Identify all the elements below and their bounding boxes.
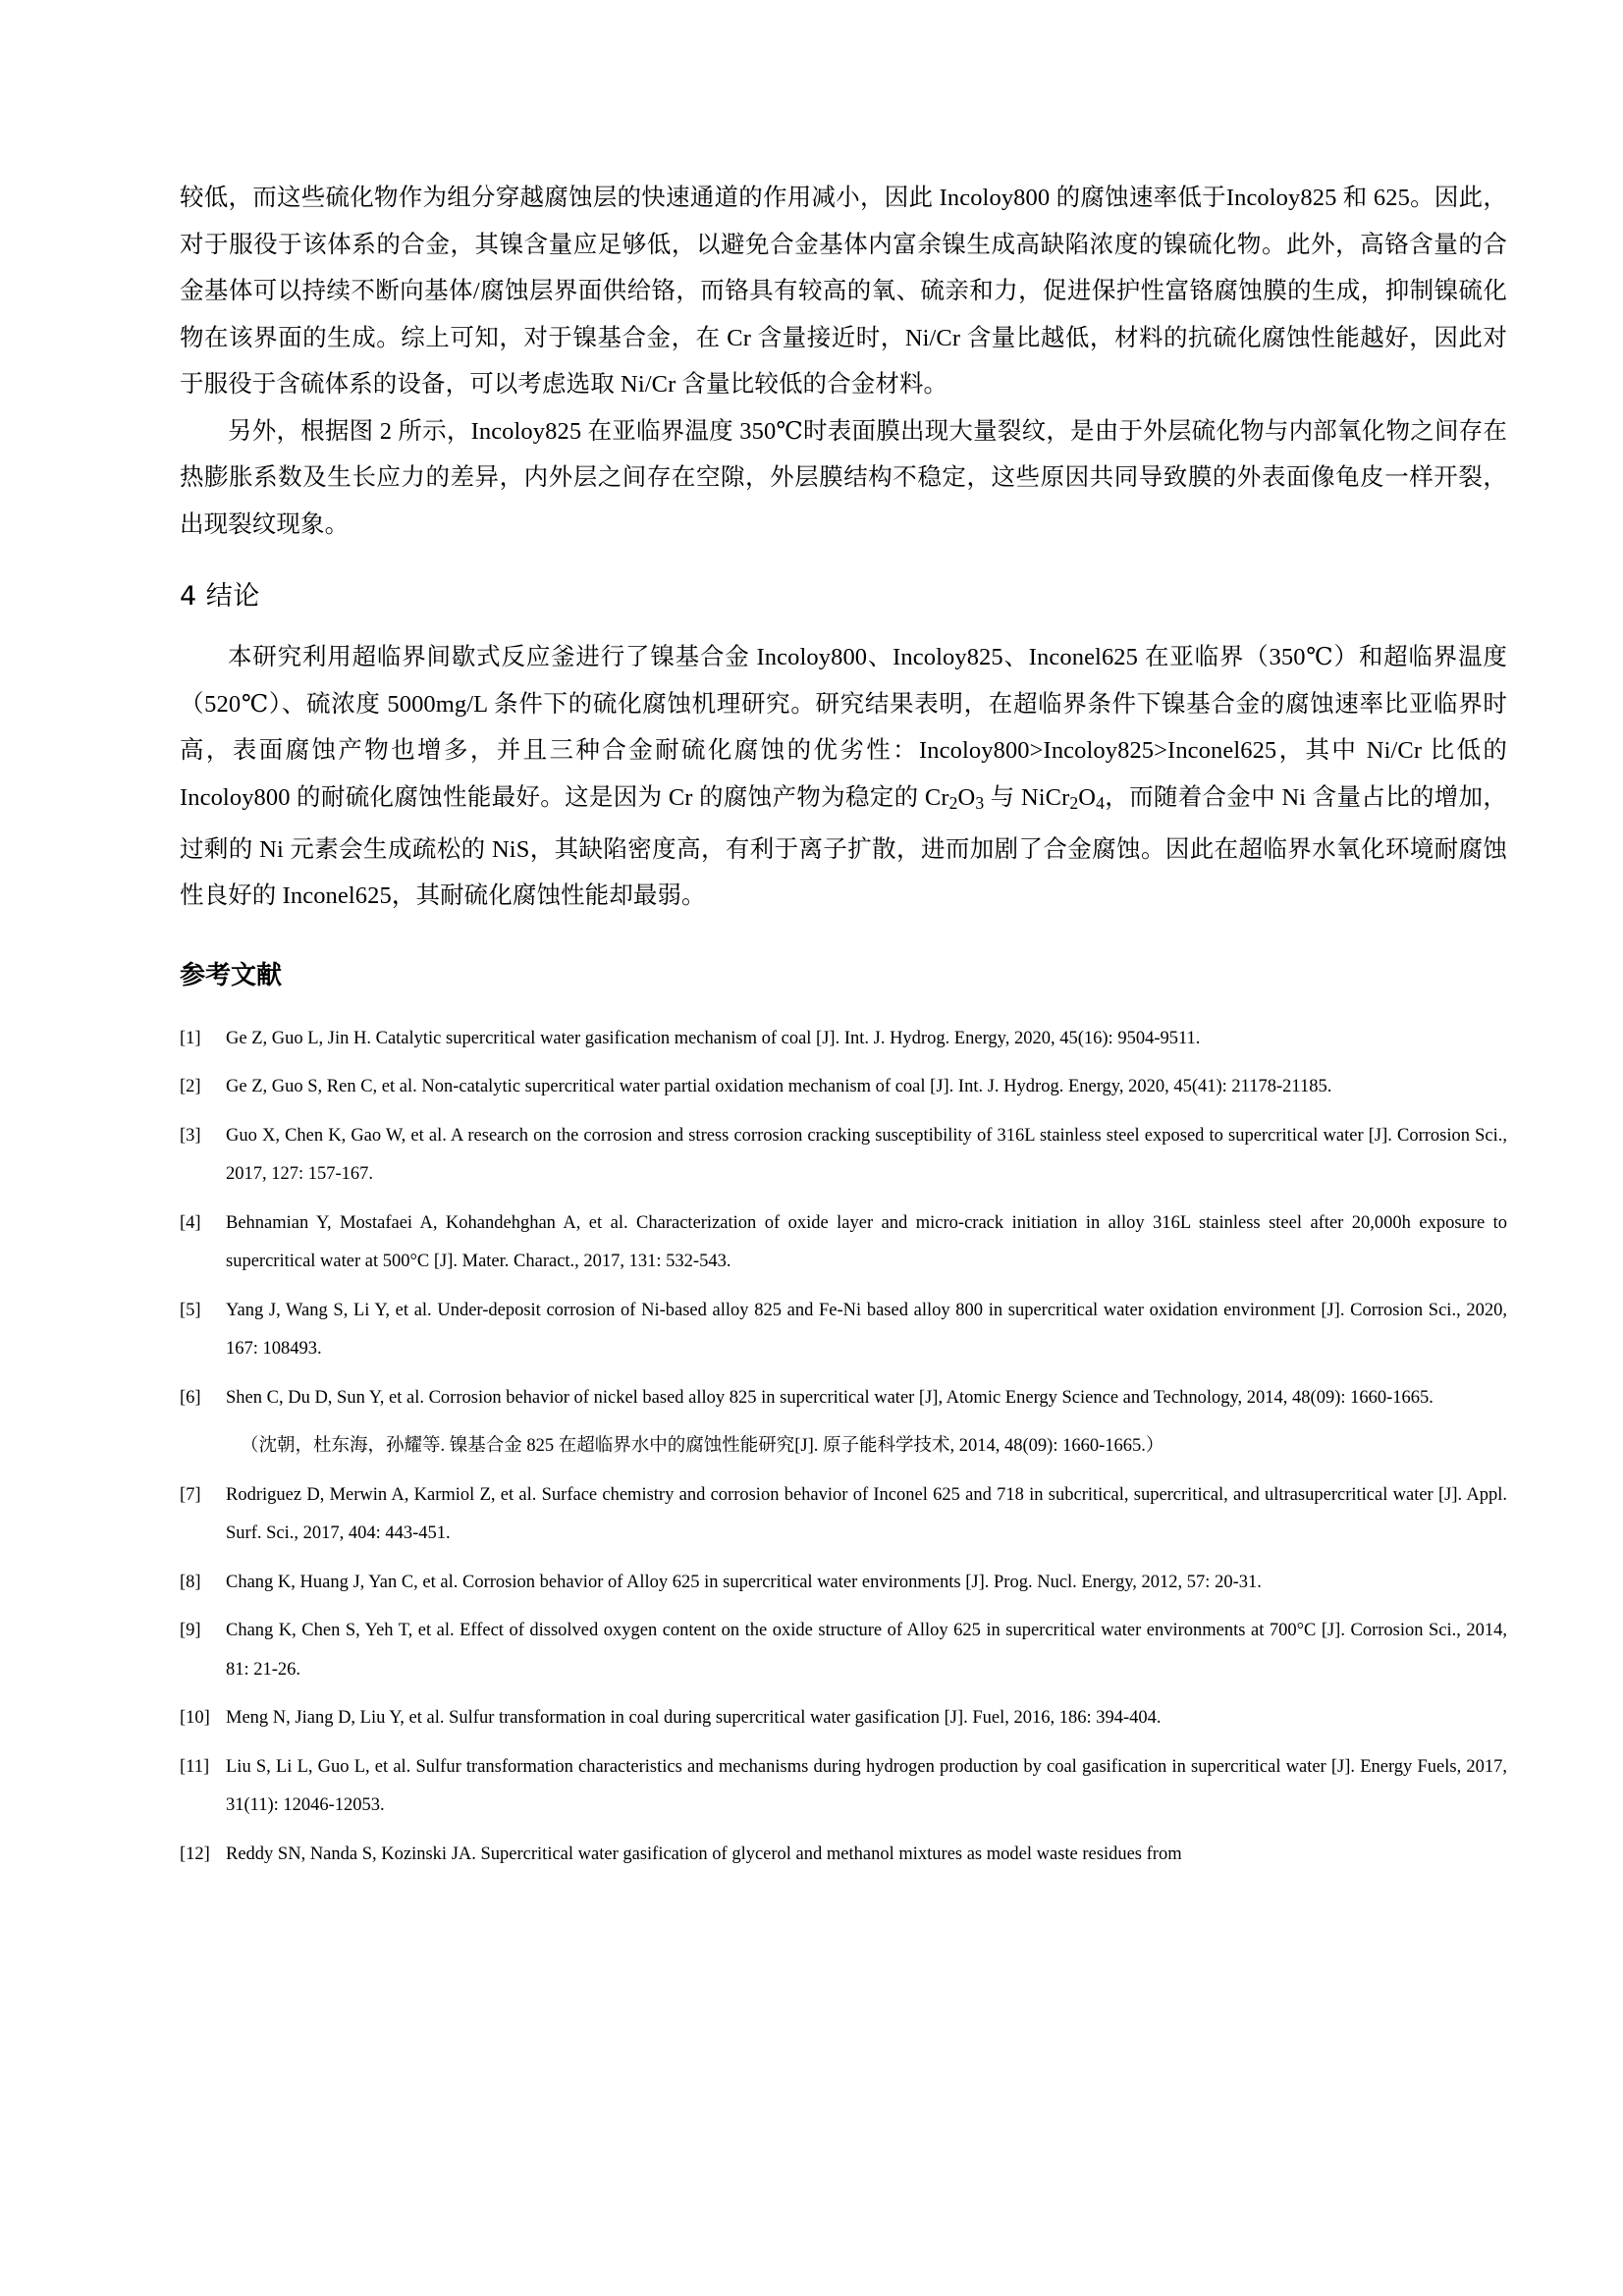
formula-cr2o3-sub2: 3 xyxy=(975,792,985,813)
paragraph-figure2-discussion: 另外，根据图 2 所示，Incoloy825 在亚临界温度 350℃时表面膜出现大量裂纹，是由于外层硫化物与内部氧化物之间存在热膨胀系数及生长应力的差异，内外层之间存在空隙，外层膜结构不稳定，这些原因共同导致膜的外表面像龟皮一样开裂，出现裂纹现象。 xyxy=(180,417,1507,538)
conclusion-text-conjunction: 与 xyxy=(984,783,1021,811)
paragraph-continuation: 较低，而这些硫化物作为组分穿越腐蚀层的快速通道的作用减小，因此 Incoloy800 的腐蚀速率低于Incoloy825 和 625。因此，对于服役于该体系的合金，其镍含量应足够低，以避免合金基体内富余镍生成高缺陷浓度的镍硫化物。此外，高铬含量的合金基体可以持续不断向基体/腐蚀层界面供给铬，而铬具有较高的氧、硫亲和力，促进保护性富铬腐蚀膜的生成，抑制镍硫化物在该界面的生成。综上可知，对于镍基合金，在 Cr 含量接近时，Ni/Cr 含量比越低，材料的抗硫化腐蚀性能越好，因此对于服役于含硫体系的设备，可以考虑选取 Ni/Cr 含量比较低的合金材料。 xyxy=(180,185,1507,398)
reference-text: Chang K, Huang J, Yan C, et al. Corrosion behavior of Alloy 625 in supercritical water environments [J]. Prog. Nucl. Energy, 2012, 57: 20-31. xyxy=(226,1572,1262,1592)
reference-text: Ge Z, Guo S, Ren C, et al. Non-catalytic supercritical water partial oxidation mechanism of coal [J]. Int. J. Hydrog. Energy, 2020, 45(41): 21178-21185. xyxy=(226,1077,1332,1097)
formula-nicr2o4-sub2: 4 xyxy=(1096,792,1106,813)
formula-nicr2o4-oxygen: O xyxy=(1078,783,1097,811)
reference-number: [9] xyxy=(180,1621,201,1641)
reference-item xyxy=(180,1748,1507,1826)
reference-list xyxy=(180,1020,1507,1875)
reference-number: [8] xyxy=(180,1572,201,1592)
reference-item xyxy=(180,1699,1507,1738)
reference-item xyxy=(180,1564,1507,1603)
conclusion-body xyxy=(180,634,1507,920)
formula-cr2o3-sub1: 2 xyxy=(948,792,958,813)
reference-number: [10] xyxy=(180,1708,210,1729)
reference-text: Yang J, Wang S, Li Y, et al. Under-deposit corrosion of Ni-based alloy 825 and Fe-Ni based alloy 800 in supercritical water oxidation environment [J]. Corrosion Sci., 2020, 167: 108493. xyxy=(226,1300,1507,1360)
reference-number: [2] xyxy=(180,1077,201,1097)
discussion-section xyxy=(180,175,1507,548)
reference-item xyxy=(180,1836,1507,1875)
reference-text: Reddy SN, Nanda S, Kozinski JA. Supercritical water gasification of glycerol and methanol mixtures as model waste residues from xyxy=(226,1843,1182,1864)
reference-number: [6] xyxy=(180,1387,201,1408)
reference-text: Chang K, Chen S, Yeh T, et al. Effect of dissolved oxygen content on the oxide structure of Alloy 625 in supercritical water environments at 700°C [J]. Corrosion Sci., 2014, 81: 21-26. xyxy=(226,1621,1507,1680)
reference-item xyxy=(180,1068,1507,1107)
reference-item xyxy=(180,1117,1507,1195)
reference-item xyxy=(180,1612,1507,1689)
formula-cr2o3-oxygen: O xyxy=(957,783,976,811)
reference-text: Meng N, Jiang D, Liu Y, et al. Sulfur transformation in coal during supercritical water gasification [J]. Fuel, 2016, 186: 394-404. xyxy=(226,1708,1162,1729)
reference-text: Guo X, Chen K, Gao W, et al. A research on the corrosion and stress corrosion cracking susceptibility of 316L stainless steel exposed to supercritical water [J]. Corrosion Sci., 2017, 127: 157-167. xyxy=(226,1125,1507,1185)
conclusion-paragraph xyxy=(180,634,1507,920)
reference-text: Behnamian Y, Mostafaei A, Kohandehghan A, et al. Characterization of oxide layer and micro-crack initiation in alloy 316L stainless steel after 20,000h exposure to supercritical water at 500°C [J]. Mater. Charact., 2017, 131: 532-543. xyxy=(226,1212,1507,1272)
reference-number: [1] xyxy=(180,1028,201,1048)
reference-number: [4] xyxy=(180,1212,201,1233)
section-heading-conclusion: 4 结论 xyxy=(180,581,260,612)
section-heading-references: 参考文献 xyxy=(180,960,283,990)
formula-nicr2o4-sub1: 2 xyxy=(1069,792,1079,813)
reference-text: Liu S, Li L, Guo L, et al. Sulfur transformation characteristics and mechanisms during hydrogen production by coal gasification in supercritical water [J]. Energy Fuels, 2017, 31(11): 12046-12053. xyxy=(226,1756,1507,1816)
formula-nicr2o4-element: NiCr xyxy=(1020,783,1070,811)
formula-cr2o3 xyxy=(925,784,984,811)
reference-item xyxy=(180,1379,1507,1418)
conclusion-text-part2: ，而随着合金中 Ni 含量占比的增加，过剩的 Ni 元素会生成疏松的 NiS，其缺陷密度高，有利于离子扩散，进而加剧了合金腐蚀。因此在超临界水氧化环境耐腐蚀性良好的 Inconel625，其耐硫化腐蚀性能却最弱。 xyxy=(180,783,1507,910)
conclusion-text-part1: 本研究利用超临界间歇式反应釜进行了镍基合金 Incoloy800、Incoloy825、Inconel625 在亚临界（350℃）和超临界温度（520℃）、硫浓度 5000mg/L 条件下的硫化腐蚀机理研究。研究结果表明，在超临界条件下镍基合金的腐蚀速率比亚临界时高，表面腐蚀产物也增多，并且三种合金耐硫化腐蚀的优劣性：Incoloy800>Incoloy825>Inconel625，其中 Ni/Cr 比低的 Incoloy800 的耐硫化腐蚀性能最好。这是因为 Cr 的腐蚀产物为稳定的 xyxy=(180,644,1507,811)
reference-number: [3] xyxy=(180,1125,201,1146)
reference-item xyxy=(180,1476,1507,1554)
reference-number: [11] xyxy=(180,1756,210,1777)
reference-item xyxy=(180,1292,1507,1369)
reference-translation-note: （沈朝，杜东海，孙耀等. 镍基合金 825 在超临界水中的腐蚀性能研究[J]. 原子能科学技术, 2014, 48(09): 1660-1665.） xyxy=(241,1436,1164,1457)
reference-number: [7] xyxy=(180,1484,201,1505)
reference-text: Shen C, Du D, Sun Y, et al. Corrosion behavior of nickel based alloy 825 in supercritical water [J], Atomic Energy Science and Technology, 2014, 48(09): 1660-1665. xyxy=(226,1387,1434,1408)
formula-cr2o3-element: Cr xyxy=(924,783,949,811)
reference-number: [5] xyxy=(180,1300,201,1320)
formula-nicr2o4 xyxy=(1021,784,1105,811)
reference-number: [12] xyxy=(180,1843,210,1864)
reference-text: Rodriguez D, Merwin A, Karmiol Z, et al. Surface chemistry and corrosion behavior of Inconel 625 and 718 in subcritical, supercritical, and ultrasupercritical water [J]. Appl. Surf. Sci., 2017, 404: 443-451. xyxy=(226,1484,1507,1544)
reference-text: Ge Z, Guo L, Jin H. Catalytic supercritical water gasification mechanism of coal [J]. Int. J. Hydrog. Energy, 2020, 45(16): 9504-9511. xyxy=(226,1028,1201,1048)
reference-item xyxy=(180,1020,1507,1059)
reference-item xyxy=(180,1204,1507,1282)
